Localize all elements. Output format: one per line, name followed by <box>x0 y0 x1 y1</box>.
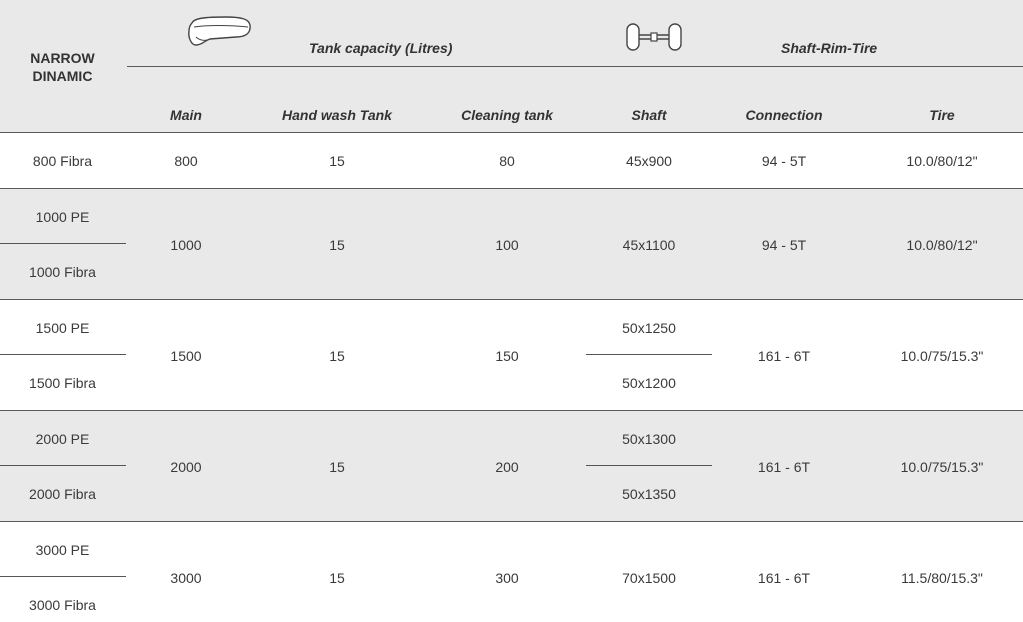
main-cell: 3000 <box>170 570 202 586</box>
column-header-connection: Connection <box>745 107 823 123</box>
column-header-cleaning-tank: Cleaning tank <box>461 107 553 123</box>
shaft-cell: 50x1250 <box>622 320 676 336</box>
shaft-cell: 50x1200 <box>622 375 676 391</box>
shaft-rim-tire-title: Shaft-Rim-Tire <box>781 40 878 56</box>
cleaning-cell: 150 <box>495 348 519 364</box>
model-split-line <box>0 243 126 244</box>
column-header-hand-wash-tank: Hand wash Tank <box>282 107 392 123</box>
tank-icon <box>186 15 254 51</box>
hand-wash-cell: 15 <box>329 459 345 475</box>
table-row <box>0 300 1023 410</box>
table-row <box>0 189 1023 299</box>
table-header <box>0 0 1023 133</box>
hand-wash-cell: 15 <box>329 237 345 253</box>
model-column-title: NARROW DINAMIC <box>30 50 95 84</box>
shaft-cell: 45x1100 <box>622 237 676 253</box>
shaft-cell: 70x1500 <box>622 570 676 586</box>
model-cell: 800 Fibra <box>32 153 93 169</box>
column-header-shaft: Shaft <box>631 107 667 123</box>
connection-cell: 94 - 5T <box>761 153 807 169</box>
model-split-line <box>0 576 126 577</box>
hand-wash-cell: 15 <box>329 570 345 586</box>
connection-cell: 161 - 6T <box>757 570 811 586</box>
model-cell: 3000 Fibra <box>29 597 96 613</box>
model-split-line <box>0 354 126 355</box>
main-cell: 2000 <box>170 459 202 475</box>
model-cell: 3000 PE <box>35 542 90 558</box>
axle-icon <box>625 21 683 53</box>
tire-cell: 10.0/75/15.3" <box>900 459 984 475</box>
model-cell: 2000 Fibra <box>29 486 96 502</box>
connection-cell: 94 - 5T <box>761 237 807 253</box>
cleaning-cell: 200 <box>495 459 519 475</box>
hand-wash-cell: 15 <box>329 153 345 169</box>
model-cell: 1000 Fibra <box>29 264 96 280</box>
shaft-split-line <box>586 465 712 466</box>
shaft-split-line <box>586 354 712 355</box>
model-cell: 1500 Fibra <box>29 375 96 391</box>
cleaning-cell: 100 <box>495 237 519 253</box>
table-row <box>0 411 1023 521</box>
tank-capacity-title: Tank capacity (Litres) <box>309 40 453 56</box>
shaft-cell: 50x1350 <box>622 486 676 502</box>
column-header-main: Main <box>170 107 202 123</box>
table-row <box>0 522 1023 622</box>
tire-cell: 10.0/80/12" <box>906 153 978 169</box>
shaft-cell: 45x900 <box>626 153 672 169</box>
model-cell: 1000 PE <box>35 209 90 225</box>
cleaning-cell: 80 <box>499 153 515 169</box>
tire-cell: 11.5/80/15.3" <box>901 570 983 586</box>
main-cell: 800 <box>174 153 198 169</box>
tire-cell: 10.0/80/12" <box>906 237 978 253</box>
cleaning-cell: 300 <box>495 570 519 586</box>
connection-cell: 161 - 6T <box>757 348 811 364</box>
column-header-tire: Tire <box>929 107 955 123</box>
header-divider <box>127 66 1023 67</box>
hand-wash-cell: 15 <box>329 348 345 364</box>
tire-cell: 10.0/75/15.3" <box>900 348 984 364</box>
model-cell: 1500 PE <box>35 320 90 336</box>
main-cell: 1500 <box>170 348 202 364</box>
table-row <box>0 133 1023 188</box>
main-cell: 1000 <box>170 237 202 253</box>
connection-cell: 161 - 6T <box>757 459 811 475</box>
shaft-cell: 50x1300 <box>622 431 676 447</box>
model-cell: 2000 PE <box>35 431 90 447</box>
model-split-line <box>0 465 126 466</box>
